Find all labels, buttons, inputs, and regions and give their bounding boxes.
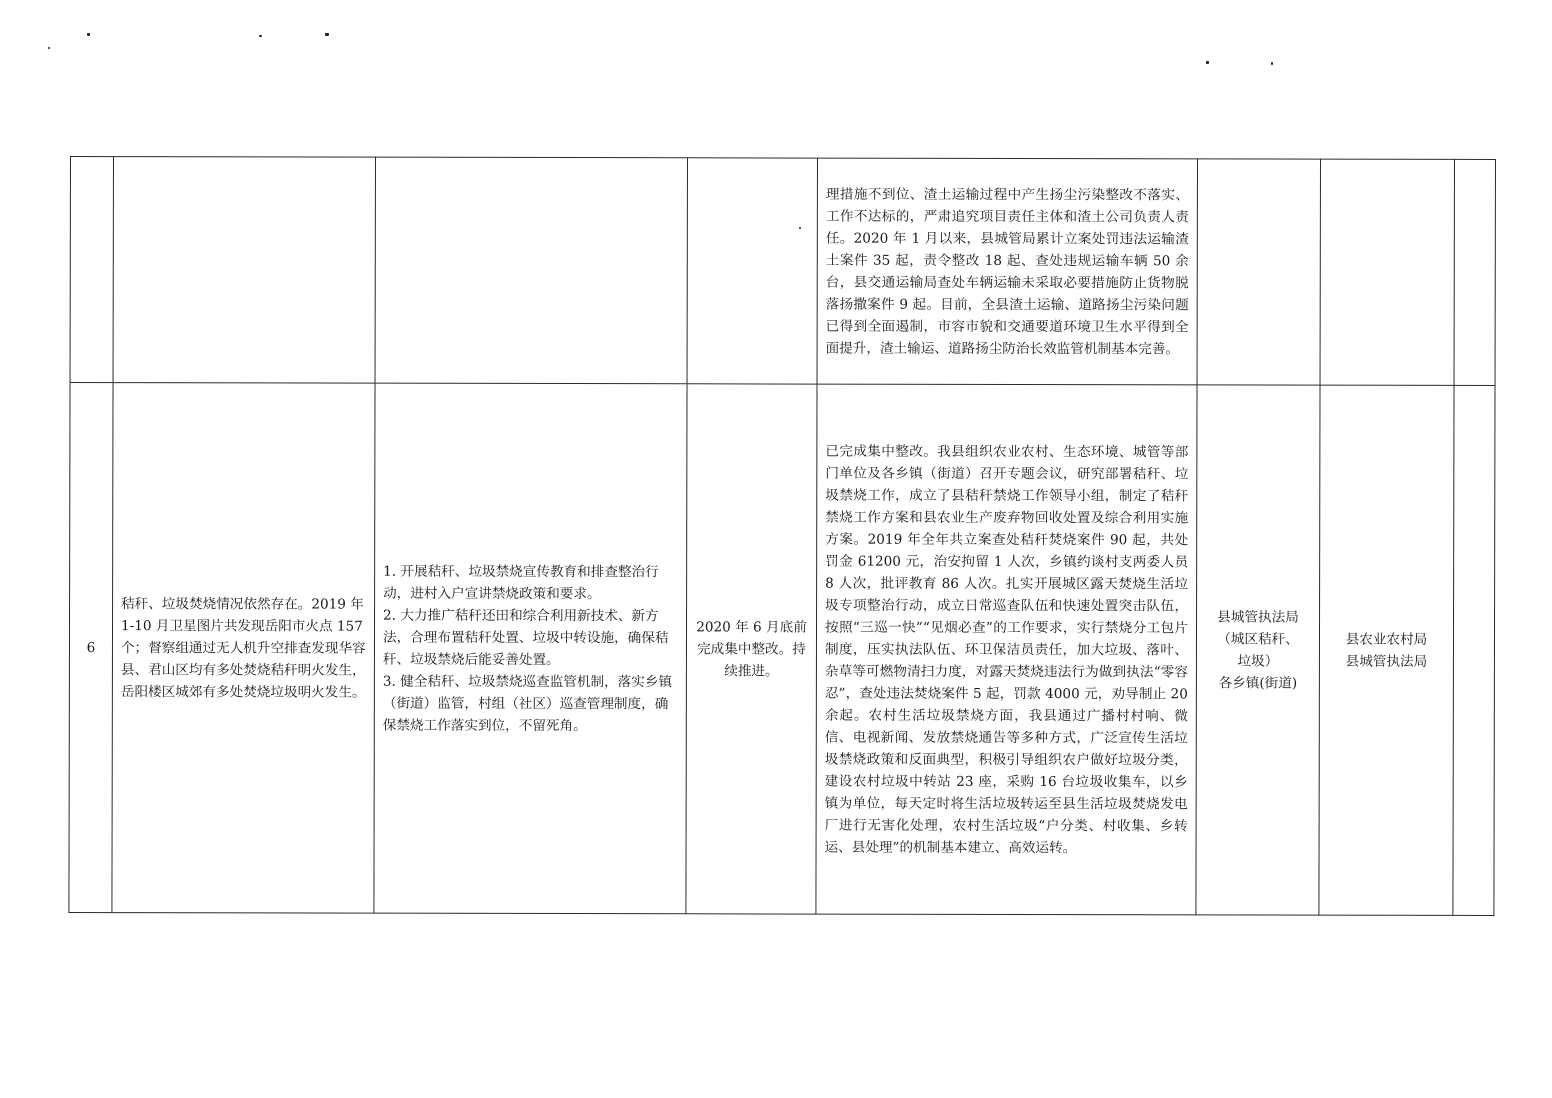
scan-speck: [259, 35, 262, 37]
responsible-unit-cell: 县城管执法局 （城区秸秆、 垃圾） 各乡镇(街道): [1196, 385, 1320, 915]
progress-cell: 理措施不到位、渣土运输过程中产生扬尘污染整改不落实、工作不达标的，严肃追究项目责任主体和渣土公司负责人责任。2020 年 1 月以来，县城管局累计立案处罚违法运输渣土案件 35 起，责令整改 18 起、查处违规运输车辆 50 余台，县交通运输局查处车辆运输未采取必要措施防止货物脱落扬撒案件 9 起。目前，全县渣土运输、道路扬尘污染问题已得到全面遏制，市容市貌和交通要道环境卫生水平得到全面提升，渣土输运、道路扬尘防治长效监管机制基本完善。: [817, 158, 1197, 385]
remark-cell: [1454, 159, 1495, 385]
responsible-person-cell: 县农业农村局 县城管执法局: [1319, 385, 1454, 915]
scan-speck: [48, 47, 50, 49]
rectification-table: [68, 156, 1496, 916]
progress-cell: 已完成集中整改。我县组织农业农村、生态环境、城管等部门单位及各乡镇（街道）召开专题会议，研究部署秸秆、垃圾禁烧工作，成立了县秸秆禁烧工作领导小组，制定了秸秆禁烧工作方案和县农业生产废弃物回收处置及综合利用实施方案。2019 年全年共立案查处秸秆焚烧案件 90 起，共处罚金 61200 元，治安拘留 1 人次，乡镇约谈村支两委人员 8 人次，批评教育 86 人次。扎实开展城区露天焚烧生活垃圾专项整治行动，成立日常巡查队伍和快速处置突击队伍，按照“三巡一快”“见烟必查”的工作要求，实行禁烧分工包片制度，压实执法队伍、环卫保洁员责任，加大垃圾、落叶、杂草等可燃物清扫力度，对露天焚烧违法行为做到执法“零容忍”，查处违法焚烧案件 5 起，罚款 4000 元，劝导制止 20 余起。农村生活垃圾禁烧方面，我县通过广播村村响、微信、电视新闻、发放禁烧通告等多种方式，广泛宣传生活垃圾禁烧政策和反面典型，积极引导组织农户做好垃圾分类，建设农村垃圾中转站 23 座，采购 16 台垃圾收集车，以乡镇为单位，每天定时将生活垃圾转运至县生活垃圾焚烧发电厂进行无害化处理，农村生活垃圾“户分类、村收集、乡转运、县处理”的机制基本建立、高效运转。: [816, 384, 1197, 915]
responsible-person-cell: [1320, 159, 1454, 385]
row-number-cell: [70, 157, 113, 383]
table-row: [70, 157, 1495, 386]
measures-cell: 1. 开展秸秆、垃圾禁烧宣传教育和排查整治行动，进村入户宣讲禁烧政策和要求。 2. 大力推广秸秆还田和综合利用新技术、新方法，合理布置秸秆处置、垃圾中转设施，确保秸秆、垃圾禁烧后能妥善处置。 3. 健全秸秆、垃圾禁烧巡查监管机制，落实乡镇（街道）监管，村组（社区）巡查管理制度，确保禁烧工作落实到位，不留死角。: [374, 383, 687, 914]
deadline-cell: 2020 年 6 月底前完成集中整改。持续推进。: [686, 384, 817, 914]
problem-cell: [113, 157, 375, 384]
scan-speck: [325, 33, 329, 36]
problem-cell: 秸秆、垃圾焚烧情况依然存在。2019 年 1-10 月卫星图片共发现岳阳市火点 157 个；督察组通过无人机升空排查发现华容县、君山区均有多处焚烧秸秆明火发生，岳阳楼区城郊有多处焚烧垃圾明火发生。: [112, 383, 375, 914]
scan-speck: [87, 33, 90, 36]
remark-cell: [1453, 385, 1495, 915]
scan-speck: [1271, 62, 1273, 65]
measures-cell: [375, 157, 687, 384]
deadline-cell: [687, 158, 817, 384]
scan-speck: [1206, 61, 1209, 64]
table-row: [69, 383, 1495, 916]
row-number-cell: 6: [69, 383, 113, 913]
responsible-unit-cell: [1197, 159, 1320, 385]
